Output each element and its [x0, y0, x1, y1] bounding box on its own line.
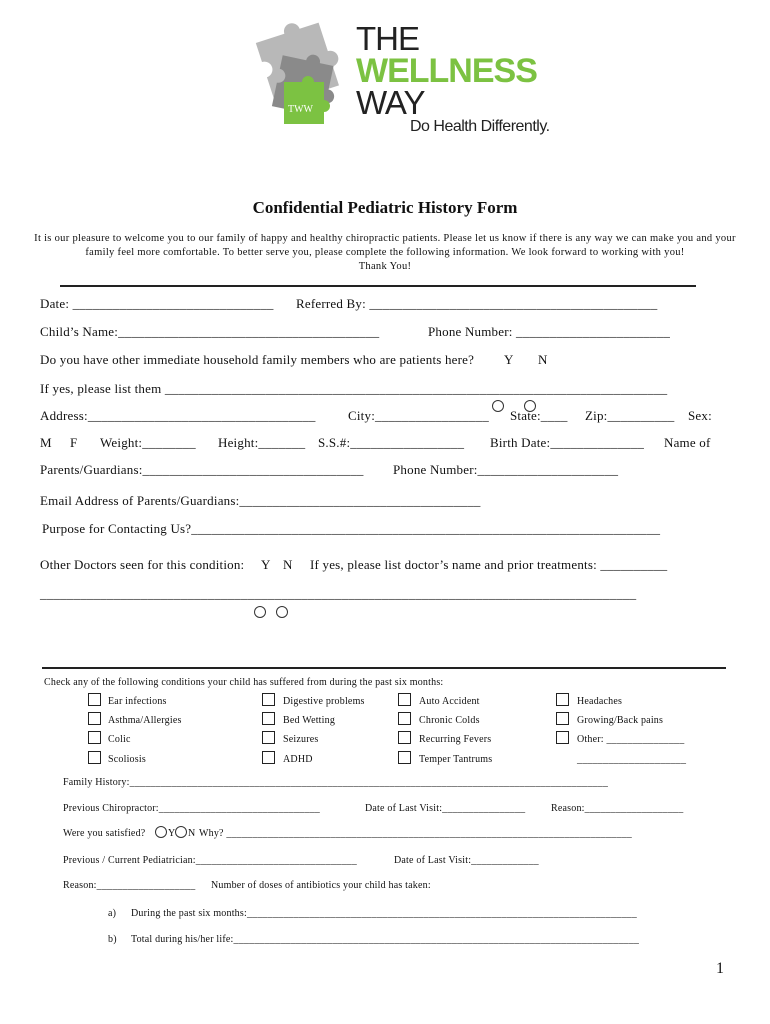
chiro-last-visit-field[interactable]: Date of Last Visit:________________: [365, 803, 526, 814]
condition-label: Chronic Colds: [419, 715, 480, 726]
intro-text: [30, 232, 740, 274]
section-divider: [60, 285, 696, 287]
condition-other-line[interactable]: _____________________: [577, 754, 687, 765]
puzzle-logo-icon: [248, 20, 358, 130]
height-field[interactable]: Height:_______: [218, 435, 306, 450]
condition-checkbox[interactable]: [262, 731, 275, 744]
condition-checkbox[interactable]: [556, 693, 569, 706]
condition-checkbox[interactable]: [88, 731, 101, 744]
parents-guardians-field[interactable]: Parents/Guardians:_________________________________: [40, 462, 364, 477]
prior-treatments-field[interactable]: If yes, please list doctor’s name and prior treatments: __________: [310, 557, 668, 572]
condition-label: Headaches: [577, 696, 623, 707]
page-number: 1: [716, 960, 724, 977]
intro-thanks: Thank You!: [358, 261, 412, 272]
family-list-field[interactable]: If yes, please list them ___________________________________________________________________________: [40, 381, 668, 396]
pediatrician-last-visit-field[interactable]: Date of Last Visit:_____________: [394, 855, 539, 866]
antibiotics-b-label: b): [108, 934, 117, 945]
logo-line-the: THE: [356, 20, 419, 57]
address-field[interactable]: Address:__________________________________: [40, 408, 316, 423]
condition-label: Digestive problems: [283, 696, 365, 707]
radio-option[interactable]: [276, 606, 288, 618]
other-family-no[interactable]: N: [538, 352, 548, 367]
intro-paragraph: It is our pleasure to welcome you to our family of happy and healthy chiropractic patients. Please let us know if there is any way we can make you and your family feel more comfortable. To better serve you, please complete the following information. We look forward to working with you!: [34, 233, 736, 258]
radio-option[interactable]: [254, 606, 266, 618]
pediatrician-field[interactable]: Previous / Current Pediatrician:_______________________________: [63, 855, 357, 866]
referred-by-field[interactable]: Referred By: ___________________________________________: [296, 296, 658, 311]
condition-checkbox[interactable]: [262, 712, 275, 725]
sex-label: Sex:: [688, 408, 712, 423]
radio-option[interactable]: [155, 826, 167, 838]
condition-checkbox[interactable]: [398, 712, 411, 725]
condition-label: Bed Wetting: [283, 715, 336, 726]
condition-checkbox[interactable]: [88, 693, 101, 706]
why-field[interactable]: Why? ______________________________________________________________________________: [199, 828, 632, 839]
birth-date-field[interactable]: Birth Date:______________: [490, 435, 645, 450]
condition-checkbox[interactable]: [262, 693, 275, 706]
sex-female-option[interactable]: F: [70, 435, 78, 450]
child-name-field[interactable]: Child’s Name:_______________________________________: [40, 324, 380, 339]
antibiotics-a-label: a): [108, 908, 117, 919]
form-title: Confidential Pediatric History Form: [252, 198, 518, 217]
other-family-yes[interactable]: Y: [504, 352, 514, 367]
condition-checkbox[interactable]: [88, 712, 101, 725]
antibiotics-label: Number of doses of antibiotics your child has taken:: [211, 880, 431, 891]
wellness-way-logo: [248, 18, 566, 144]
condition-label: ADHD: [283, 754, 313, 765]
condition-label: Ear infections: [108, 696, 167, 707]
conditions-heading: Check any of the following conditions your child has suffered from during the past six months:: [44, 677, 444, 688]
logo-line-way: WAY: [356, 84, 425, 121]
condition-label: Auto Accident: [419, 696, 480, 707]
weight-field[interactable]: Weight:________: [100, 435, 196, 450]
zip-field[interactable]: Zip:__________: [585, 408, 675, 423]
logo-tagline: Do Health Differently.: [410, 118, 550, 135]
condition-checkbox[interactable]: [262, 751, 275, 764]
condition-checkbox[interactable]: [556, 731, 569, 744]
antibiotics-lifetime-field[interactable]: Total during his/her life:______________________________________________________________________________: [131, 934, 640, 945]
pediatrician-reason-field[interactable]: Reason:___________________: [63, 880, 196, 891]
purpose-field[interactable]: Purpose for Contacting Us?______________________________________________________________________: [42, 521, 661, 536]
other-doctors-no[interactable]: N: [283, 557, 293, 572]
logo-line-wellness: WELLNESS: [356, 52, 537, 90]
name-of-label: Name of: [664, 435, 711, 450]
condition-label: Asthma/Allergies: [108, 715, 182, 726]
other-doctors-yes[interactable]: Y: [261, 557, 271, 572]
chiro-reason-field[interactable]: Reason:___________________: [551, 803, 684, 814]
radio-option[interactable]: [492, 400, 504, 412]
phone-number-field[interactable]: Phone Number: _______________________: [428, 324, 671, 339]
ssn-field[interactable]: S.S.#:_________________: [318, 435, 465, 450]
satisfied-label: Were you satisfied?: [63, 828, 146, 839]
condition-label: Temper Tantrums: [419, 754, 493, 765]
condition-checkbox[interactable]: [398, 693, 411, 706]
condition-label: Scoliosis: [108, 754, 146, 765]
email-field[interactable]: Email Address of Parents/Guardians:____________________________________: [40, 493, 481, 508]
radio-option[interactable]: [175, 826, 187, 838]
date-field[interactable]: Date: ______________________________: [40, 296, 274, 311]
condition-checkbox[interactable]: [88, 751, 101, 764]
satisfied-no[interactable]: N: [188, 828, 196, 839]
city-field[interactable]: City:_________________: [348, 408, 489, 423]
previous-chiropractor-field[interactable]: Previous Chiropractor:_______________________________: [63, 803, 320, 814]
logo-mark: TWW: [288, 104, 313, 115]
condition-checkbox[interactable]: [556, 712, 569, 725]
condition-label: Growing/Back pains: [577, 715, 664, 726]
condition-other-field[interactable]: Other: _______________: [577, 734, 685, 745]
condition-label: Colic: [108, 734, 131, 745]
family-history-field[interactable]: Family History:____________________________________________________________________________________________: [63, 777, 609, 788]
other-doctors-label: Other Doctors seen for this condition:: [40, 557, 245, 572]
state-field[interactable]: State:____: [510, 408, 568, 423]
prior-treatments-line[interactable]: _________________________________________________________________________________________: [40, 586, 637, 601]
antibiotics-six-months-field[interactable]: During the past six months:___________________________________________________________________________: [131, 908, 637, 919]
sex-male-option[interactable]: M: [40, 435, 52, 450]
conditions-divider: [42, 667, 726, 669]
parent-phone-field[interactable]: Phone Number:_____________________: [393, 462, 619, 477]
other-family-question: Do you have other immediate household family members who are patients here?: [40, 352, 475, 367]
satisfied-yes[interactable]: Y: [168, 828, 176, 839]
condition-checkbox[interactable]: [398, 751, 411, 764]
condition-label: Seizures: [283, 734, 319, 745]
condition-checkbox[interactable]: [398, 731, 411, 744]
condition-label: Recurring Fevers: [419, 734, 492, 745]
